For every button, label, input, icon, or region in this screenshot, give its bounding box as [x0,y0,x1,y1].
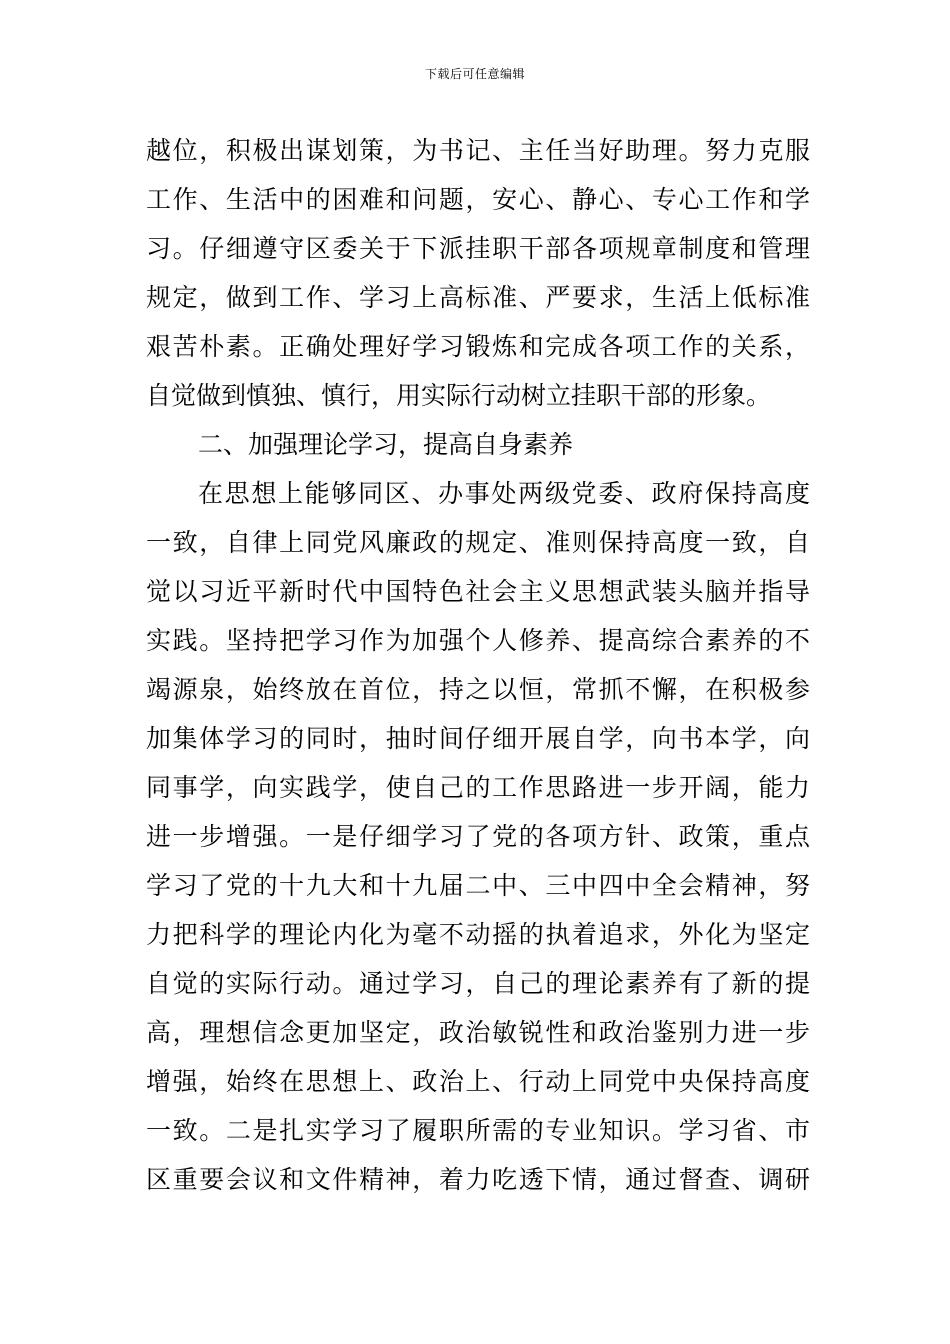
text-line: 二、加强理论学习，提高自身素养 [198,430,574,459]
text-line: 一致，自律上同党风廉政的规定、准则保持高度一致，自 [146,528,810,557]
text-line: 艰苦朴素。正确处理好学习锻炼和完成各项工作的关系， [146,332,810,361]
text-line: 学习了党的十九大和十九届二中、三中四中全会精神，努 [146,871,810,900]
text-line: 习。仔细遵守区委关于下派挂职干部各项规章制度和管理 [146,234,810,263]
page-header: 下载后可任意编辑 [424,67,525,81]
text-line: 一致。二是扎实学习了履职所需的专业知识。学习省、市 [146,1116,810,1145]
text-line: 自觉做到慎独、慎行，用实际行动树立挂职干部的形象。 [146,381,772,410]
text-line: 自觉的实际行动。通过学习，自己的理论素养有了新的提 [146,969,810,998]
text-line: 加集体学习的同时，抽时间仔细开展自学，向书本学，向 [146,724,810,753]
text-line: 增强，始终在思想上、政治上、行动上同党中央保持高度 [146,1067,810,1096]
text-line: 力把科学的理论内化为毫不动摇的执着追求，外化为坚定 [146,920,810,949]
body-text [146,126,810,1204]
text-line: 觉以习近平新时代中国特色社会主义思想武装头脑并指导 [146,577,810,606]
text-line: 在思想上能够同区、办事处两级党委、政府保持高度 [198,479,810,508]
text-line: 同事学，向实践学，使自己的工作思路进一步开阔，能力 [146,773,810,802]
text-line: 竭源泉，始终放在首位，持之以恒，常抓不懈，在积极参 [146,675,810,704]
text-line: 越位，积极出谋划策，为书记、主任当好助理。努力克服 [146,136,810,165]
text-line: 区重要会议和文件精神，着力吃透下情，通过督查、调研 [146,1165,810,1194]
text-line: 高，理想信念更加坚定，政治敏锐性和政治鉴别力进一步 [146,1018,810,1047]
text-line: 规定，做到工作、学习上高标准、严要求，生活上低标准 [146,283,810,312]
text-line: 工作、生活中的困难和问题，安心、静心、专心工作和学 [146,185,810,214]
text-line: 进一步增强。一是仔细学习了党的各项方针、政策，重点 [146,822,810,851]
text-line: 实践。坚持把学习作为加强个人修养、提高综合素养的不 [146,626,810,655]
